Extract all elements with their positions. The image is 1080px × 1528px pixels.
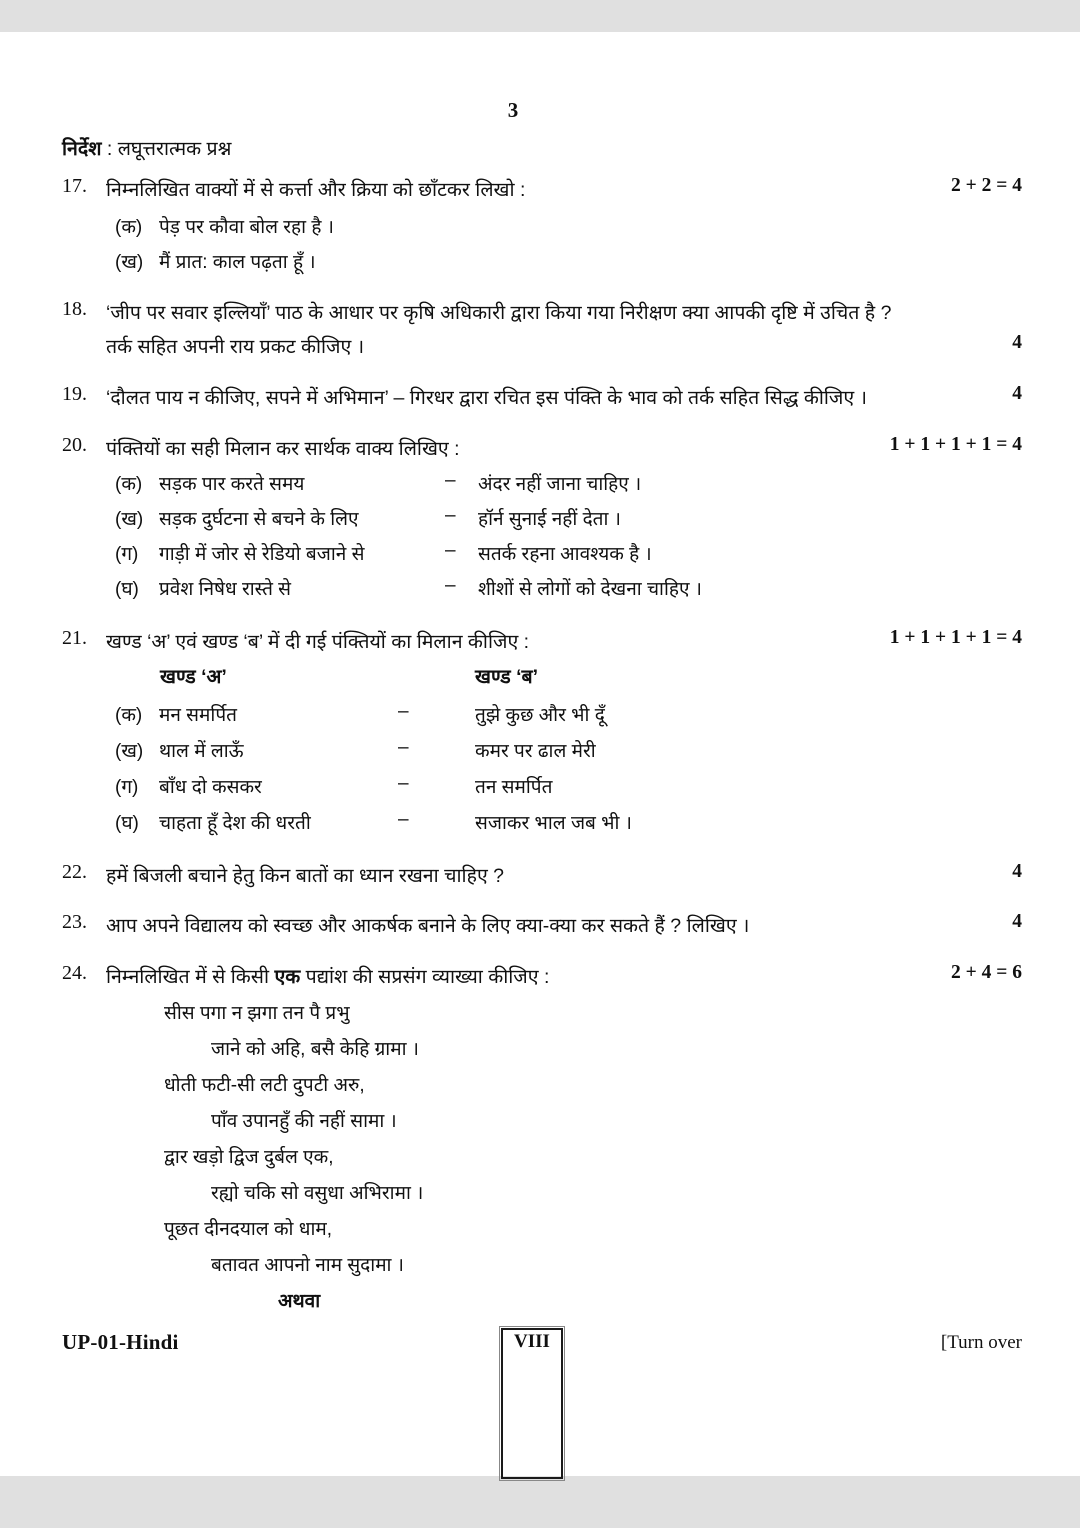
question-21-row-label-kha: (ख) — [115, 741, 144, 762]
question-number-21: 21. — [62, 627, 87, 649]
page-number: 3 — [507, 98, 519, 122]
question-text-17: निम्नलिखित वाक्यों में से कर्त्ता और क्रिया को छाँटकर लिखो : — [106, 179, 526, 201]
question-marks-23: 4 — [1012, 911, 1022, 932]
question-21-row-left-kha: थाल में लाऊँ — [159, 741, 244, 762]
question-21-row-right-gha: सजाकर भाल जब भी । — [475, 813, 632, 834]
question-21-row-left-ga: बाँध दो कसकर — [159, 777, 262, 798]
question-marks-18: 4 — [1012, 332, 1022, 353]
poem-line-5: द्वार खड़ो द्विज दुर्बल एक, — [164, 1147, 334, 1168]
question-21-row-label-ga: (ग) — [115, 777, 139, 798]
question-number-22: 22. — [62, 861, 87, 883]
poem-line-4: पाँव उपानहुँ की नहीं सामा । — [211, 1111, 397, 1132]
question-number-20: 20. — [62, 434, 87, 456]
poem-line-3: धोती फटी-सी लटी दुपटी अरु, — [164, 1075, 365, 1096]
question-20-row-right-ka: अंदर नहीं जाना चाहिए । — [478, 474, 642, 495]
instruction-separator: : — [101, 138, 118, 160]
footer-turn-over: [Turn over — [940, 1332, 1022, 1353]
question-number-19: 19. — [62, 383, 87, 405]
question-20-row-left-ka: सड़क पार करते समय — [159, 474, 305, 495]
question-21-row-label-ka: (क) — [115, 705, 143, 726]
question-marks-24: 2 + 4 = 6 — [951, 962, 1022, 983]
question-marks-21: 1 + 1 + 1 + 1 = 4 — [889, 627, 1022, 648]
poem-line-2: जाने को अहि, बसै केहि ग्रामा । — [211, 1039, 419, 1060]
question-text-18-line2: तर्क सहित अपनी राय प्रकट कीजिए । — [106, 336, 365, 358]
question-21-row-dash-ga: – — [398, 773, 409, 794]
question-20-row-label-ga: (ग) — [115, 544, 139, 565]
question-24-text-after: पद्यांश की सप्रसंग व्याख्या कीजिए : — [300, 966, 550, 988]
question-20-row-left-kha: सड़क दुर्घटना से बचने के लिए — [159, 509, 359, 530]
question-20-row-dash-ka: – — [445, 470, 456, 491]
question-20-row-right-gha: शीशों से लोगों को देखना चाहिए । — [478, 579, 702, 600]
question-number-23: 23. — [62, 911, 87, 933]
footer-class-box: VIII — [501, 1328, 563, 1479]
question-text-22: हमें बिजली बचाने हेतु किन बातों का ध्यान रखना चाहिए ? — [106, 865, 504, 887]
instruction-line — [62, 135, 231, 165]
question-21-row-right-ka: तुझे कुछ और भी दूँ — [475, 705, 605, 726]
question-20-row-dash-gha: – — [445, 575, 456, 596]
question-20-row-label-ka: (क) — [115, 474, 143, 495]
question-text-23: आप अपने विद्यालय को स्वच्छ और आकर्षक बनाने के लिए क्या-क्या कर सकते हैं ? लिखिए । — [106, 915, 750, 937]
poem-line-8: बतावत आपनो नाम सुदामा । — [211, 1255, 404, 1276]
poem-line-7: पूछत दीनदयाल को धाम, — [164, 1219, 333, 1240]
question-21-row-dash-gha: – — [398, 809, 409, 830]
page-bottom-margin-band — [0, 1476, 1080, 1528]
question-21-column-header-a: खण्ड ‘अ’ — [160, 666, 227, 688]
instruction-text: लघूत्तरात्मक प्रश्न — [117, 138, 232, 160]
question-20-row-right-ga: सतर्क रहना आवश्यक है । — [478, 544, 652, 565]
question-marks-19: 4 — [1012, 383, 1022, 404]
question-17-subitem-text-kha: मैं प्रात: काल पढ़ता हूँ । — [159, 252, 316, 273]
question-number-17: 17. — [62, 175, 87, 197]
question-text-18-line1: ‘जीप पर सवार इल्लियाँ’ पाठ के आधार पर कृषि अधिकारी द्वारा किया गया निरीक्षण क्या आपकी दृष्टि में उचित है ? — [106, 302, 892, 324]
question-text-21: खण्ड ‘अ’ एवं खण्ड ‘ब’ में दी गई पंक्तियों का मिलान कीजिए : — [106, 631, 530, 653]
question-text-24 — [106, 962, 549, 989]
question-20-row-label-kha: (ख) — [115, 509, 144, 530]
question-20-row-dash-kha: – — [445, 505, 456, 526]
question-number-18: 18. — [62, 298, 87, 320]
question-17-subitem-label-kha: (ख) — [115, 252, 144, 273]
question-21-row-right-kha: कमर पर ढाल मेरी — [475, 741, 596, 762]
question-21-row-dash-kha: – — [398, 737, 409, 758]
poem-line-6: रह्यो चकि सो वसुधा अभिरामा । — [211, 1183, 424, 1204]
question-text-20: पंक्तियों का सही मिलान कर सार्थक वाक्य लिखिए : — [106, 438, 460, 460]
question-marks-22: 4 — [1012, 861, 1022, 882]
question-17-subitem-label-ka: (क) — [115, 217, 143, 238]
exam-paper-page — [0, 32, 1080, 1476]
question-21-row-label-gha: (घ) — [115, 813, 139, 834]
question-21-row-left-ka: मन समर्पित — [159, 705, 237, 726]
question-24-emphasis: एक — [274, 966, 301, 988]
alternative-label: अथवा — [278, 1291, 321, 1312]
question-20-row-dash-ga: – — [445, 540, 456, 561]
footer-paper-code: UP-01-Hindi — [62, 1330, 179, 1354]
page-top-margin-band — [0, 0, 1080, 32]
question-21-row-left-gha: चाहता हूँ देश की धरती — [159, 813, 311, 834]
question-20-row-right-kha: हॉर्न सुनाई नहीं देता । — [478, 509, 621, 530]
question-17-subitem-text-ka: पेड़ पर कौवा बोल रहा है । — [159, 217, 334, 238]
question-20-row-label-gha: (घ) — [115, 579, 139, 600]
question-20-row-left-ga: गाड़ी में जोर से रेडियो बजाने से — [159, 544, 365, 565]
question-marks-17: 2 + 2 = 4 — [951, 175, 1022, 196]
question-21-column-header-b: खण्ड ‘ब’ — [475, 666, 539, 688]
question-21-row-right-ga: तन समर्पित — [475, 777, 553, 798]
question-marks-20: 1 + 1 + 1 + 1 = 4 — [889, 434, 1022, 455]
question-24-text-before: निम्नलिखित में से किसी — [106, 966, 275, 988]
instruction-label: निर्देश — [62, 138, 102, 160]
question-20-row-left-gha: प्रवेश निषेध रास्ते से — [159, 579, 292, 600]
question-text-19: ‘दौलत पाय न कीजिए, सपने में अभिमान’ – गिरधर द्वारा रचित इस पंक्ति के भाव को तर्क सहित सिद्ध कीजिए । — [106, 387, 867, 409]
poem-line-1: सीस पगा न झगा तन पै प्रभु — [164, 1003, 350, 1024]
question-number-24: 24. — [62, 962, 87, 984]
question-21-row-dash-ka: – — [398, 701, 409, 722]
